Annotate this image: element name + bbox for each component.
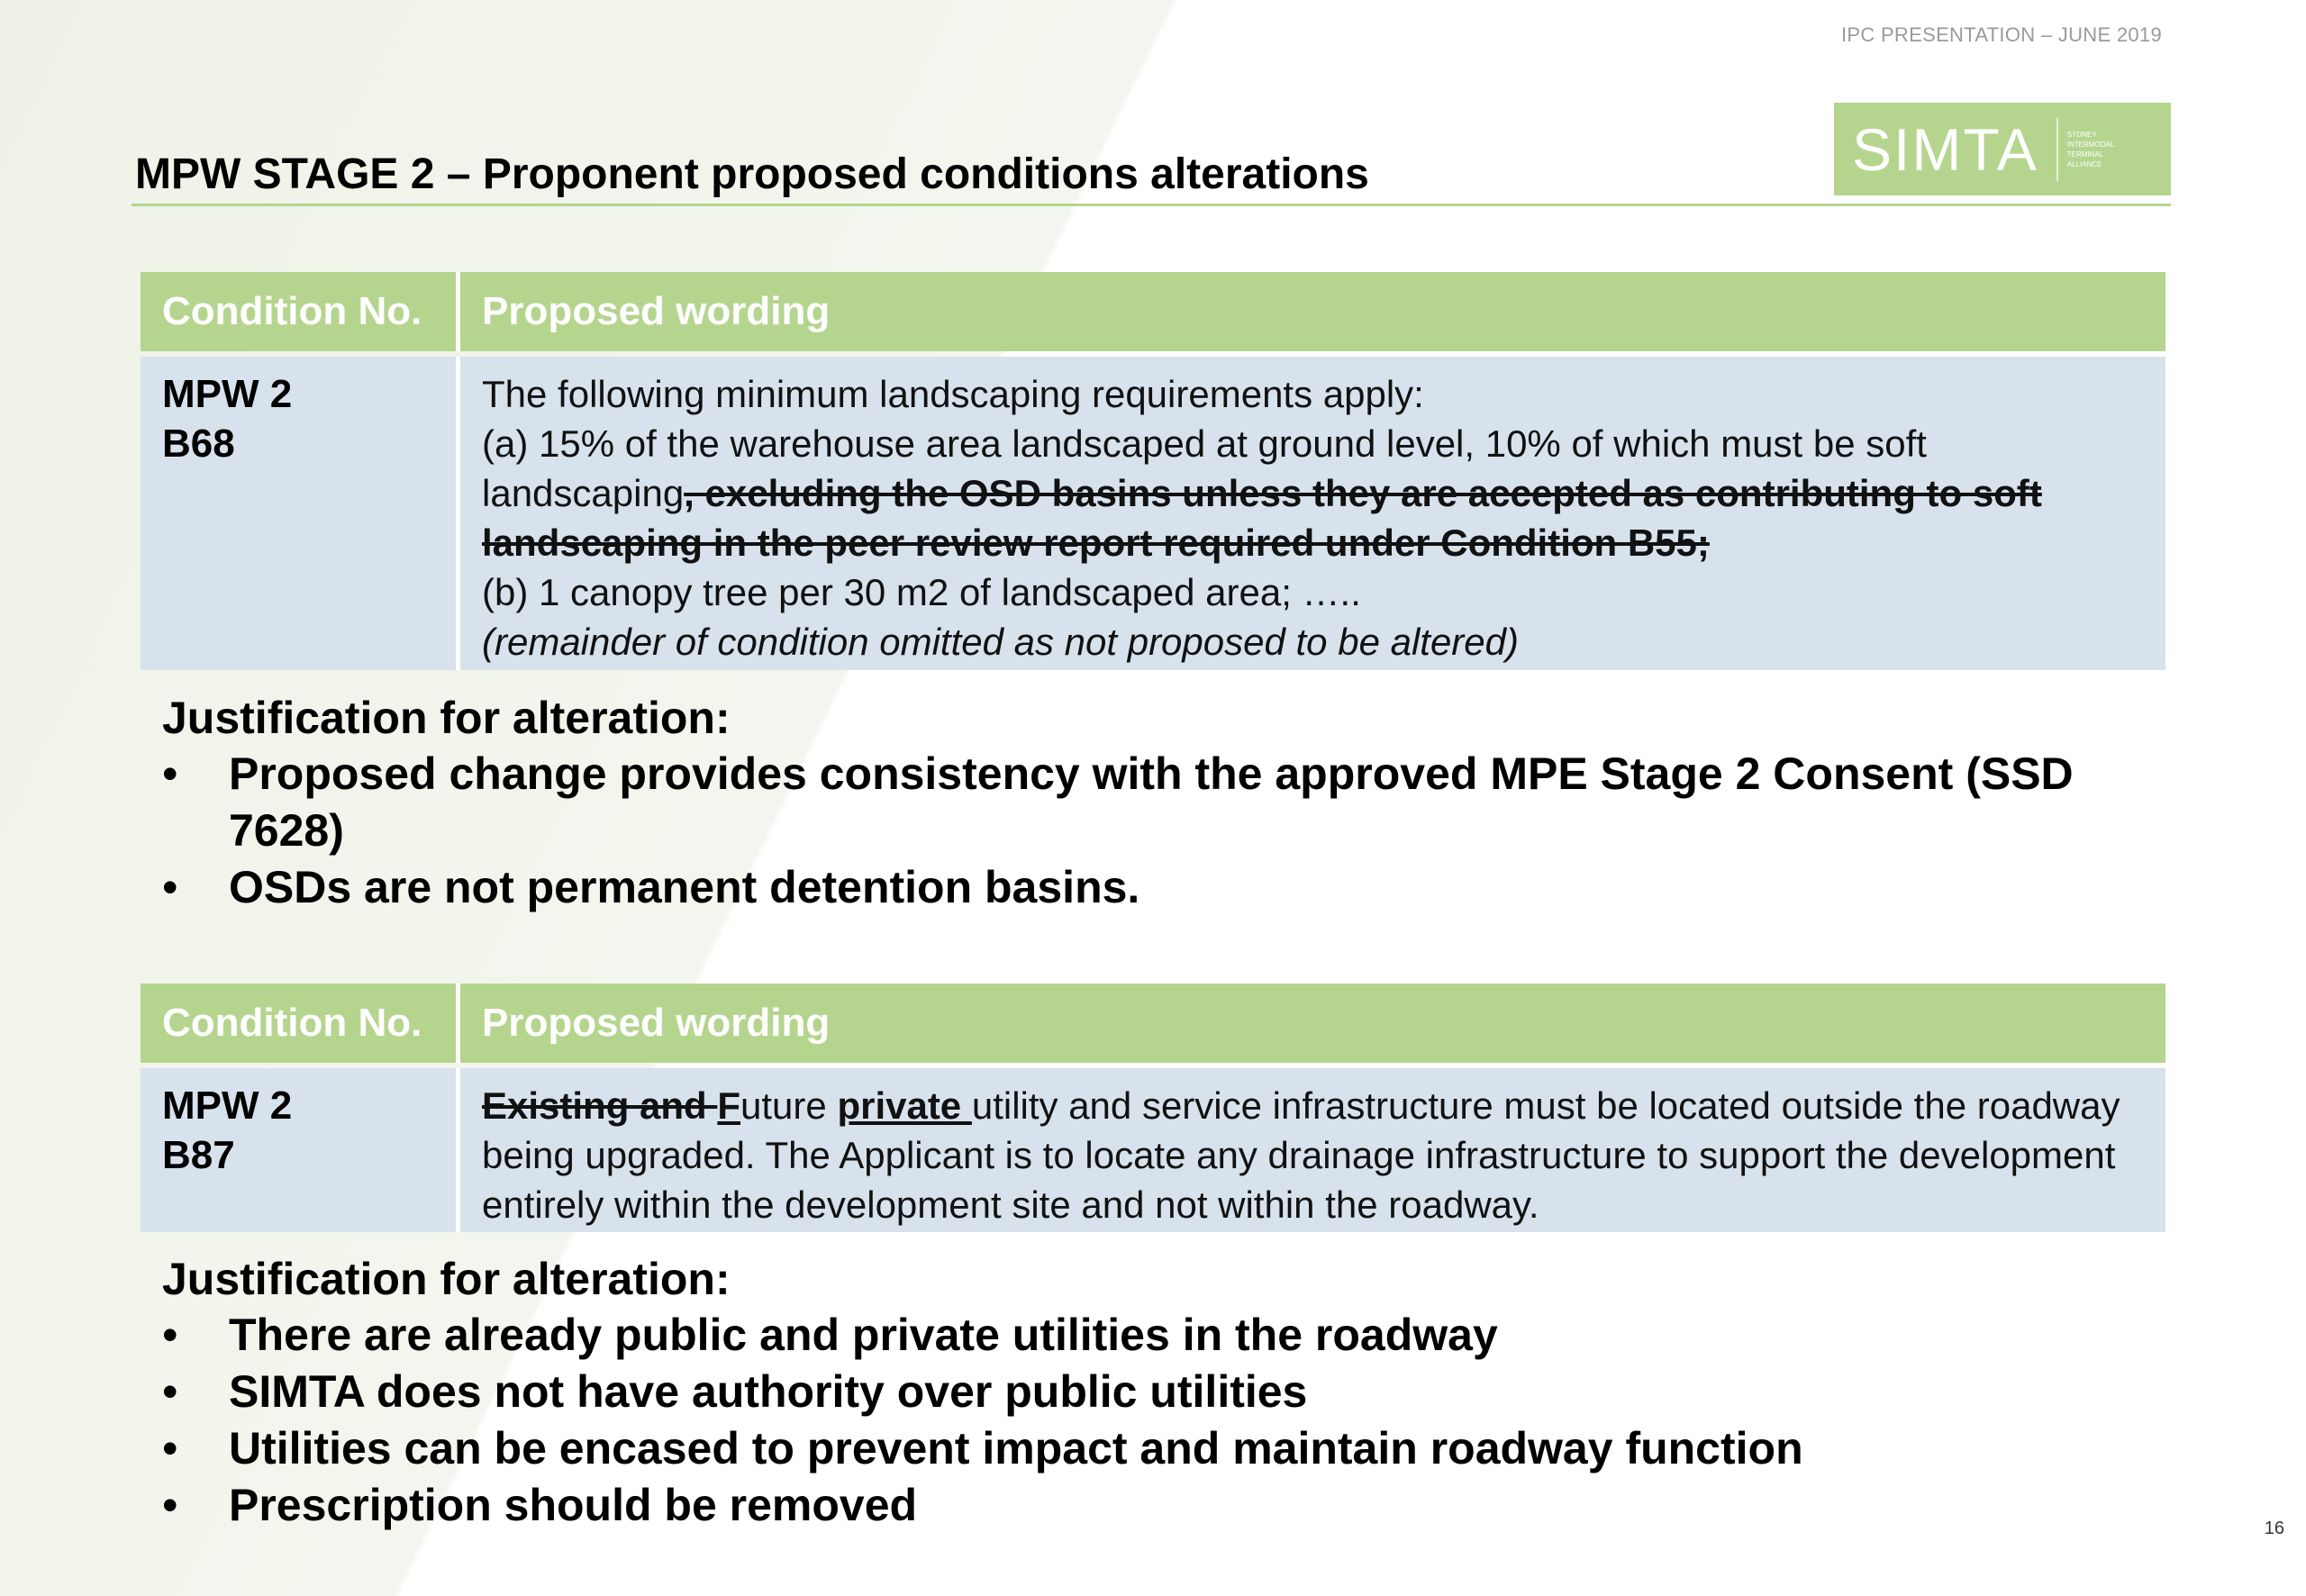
page-number: 16 [2264, 1519, 2284, 1538]
list-item [162, 859, 2090, 916]
wording-item-b: (b) 1 canopy tree per 30 m2 of landscaped area; ….. [482, 571, 1361, 613]
deleted-text: Existing and [482, 1084, 718, 1127]
bullet-text: OSDs are not permanent detention basins. [229, 862, 1140, 912]
wording-text: uture [740, 1084, 838, 1127]
justification-list [162, 1307, 2108, 1534]
wording-item-a [482, 419, 2138, 567]
justification-heading: Justification for alteration: [162, 693, 731, 743]
bullet-icon: • [162, 1423, 178, 1474]
wording-a-text: (a) 15% of the warehouse area landscaped at ground level, 10% of which must be soft landscaping [482, 422, 1927, 514]
list-item [162, 1477, 2108, 1534]
bullet-icon: • [162, 1480, 178, 1530]
logo-divider [2056, 118, 2058, 181]
condition-number-cell [141, 1068, 456, 1232]
bullet-icon: • [162, 1366, 178, 1417]
bullet-text: SIMTA does not have authority over public utilities [229, 1366, 1308, 1417]
deleted-text: , excluding the OSD basins unless they are accepted as contributing to soft landscaping in the peer review report required under Condition B55; [482, 472, 2042, 564]
wording-rest: utility and service infrastructure must be located outside the roadway being upgraded. The Applicant is to locate any drainage infrastructure to support the development entirely within the development site and not within the roadway. [482, 1084, 2120, 1226]
justification-b68 [162, 690, 2090, 916]
wording-note: (remainder of condition omitted as not proposed to be altered) [482, 621, 1520, 663]
bullet-text: Utilities can be encased to prevent impact and maintain roadway function [229, 1423, 1803, 1474]
condition-code: MPW 2 [162, 1084, 293, 1128]
list-item [162, 1307, 2108, 1364]
condition-table-b68 [141, 272, 2165, 670]
proposed-wording-cell [460, 357, 2165, 670]
table-header [141, 272, 2165, 351]
condition-id: B68 [162, 422, 235, 466]
justification-heading: Justification for alteration: [162, 1254, 731, 1304]
bullet-icon: • [162, 862, 178, 912]
title-divider [132, 204, 2171, 206]
bullet-icon: • [162, 748, 178, 799]
list-item [162, 1420, 2108, 1477]
bullet-text: Prescription should be removed [229, 1480, 918, 1530]
page-title: MPW STAGE 2 – Proponent proposed conditions alterations [135, 150, 1369, 198]
header-proposed-wording: Proposed wording [460, 272, 2165, 351]
simta-logo [1834, 103, 2171, 195]
bullet-icon: • [162, 1310, 178, 1360]
list-item [162, 746, 2090, 859]
inserted-text-f: F [717, 1084, 741, 1127]
wording-intro: The following minimum landscaping requirements apply: [482, 373, 1424, 415]
logo-text: SIMTA [1852, 115, 2038, 183]
header-proposed-wording: Proposed wording [460, 984, 2165, 1063]
header-condition-no: Condition No. [141, 272, 456, 351]
header-condition-no: Condition No. [141, 984, 456, 1063]
bullet-text: Proposed change provides consistency with the approved MPE Stage 2 Consent (SSD 7628) [229, 748, 2074, 856]
list-item [162, 1364, 2108, 1420]
table-row [141, 1068, 2165, 1232]
table-header [141, 984, 2165, 1063]
condition-number-cell [141, 357, 456, 670]
logo-subtext: SYDNEY INTERMODAL TERMINAL ALLIANCE [2066, 130, 2114, 168]
justification-list [162, 746, 2090, 916]
justification-b87 [162, 1251, 2108, 1534]
table-row [141, 357, 2165, 670]
wording-paragraph [482, 1081, 2138, 1229]
presentation-label: IPC PRESENTATION – JUNE 2019 [1840, 23, 2162, 46]
bullet-text: There are already public and private utilities in the roadway [229, 1310, 1498, 1360]
condition-code: MPW 2 [162, 372, 293, 416]
condition-table-b87 [141, 984, 2165, 1232]
proposed-wording-cell [460, 1068, 2165, 1232]
inserted-text-private: private [837, 1084, 972, 1127]
condition-id: B87 [162, 1133, 235, 1177]
